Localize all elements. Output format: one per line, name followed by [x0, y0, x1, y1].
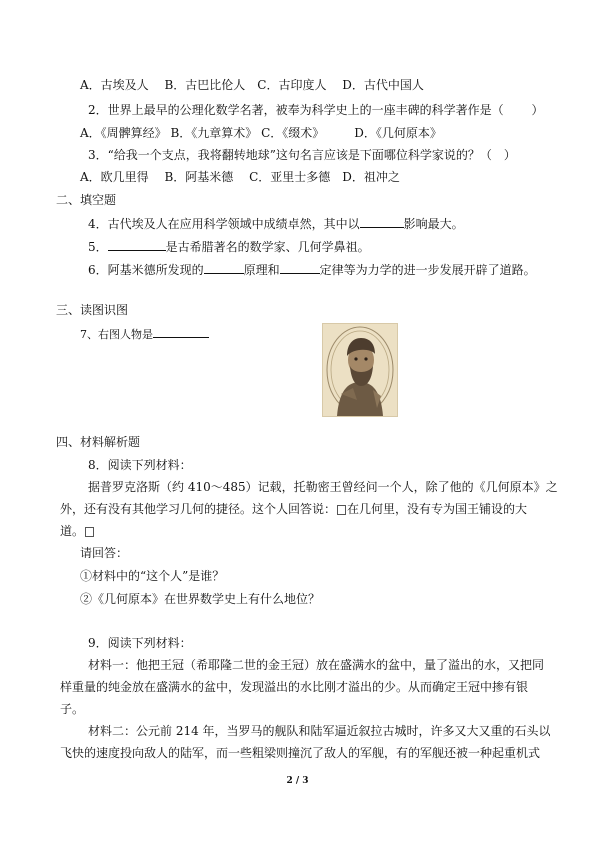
q8-material-line-3 [60, 523, 95, 539]
q2-stem: 2．世界上最早的公理化数学名著，被奉为科学史上的一座丰碑的科学著作是（ ） [88, 103, 544, 117]
q6-text-before: 6．阿基米德所发现的 [88, 263, 204, 277]
q4-text-after: 影响最大。 [403, 217, 464, 231]
missing-glyph-icon [85, 527, 94, 537]
q8-line2-before: 外，还有没有其他学习几何的捷径。这个人回答说： [60, 502, 337, 516]
q8-title: 8．阅读下列材料： [88, 458, 192, 472]
q9-title: 9．阅读下列材料： [88, 636, 192, 650]
q4-answer-blank[interactable] [360, 215, 404, 228]
q9-material1-line-3: 子。 [60, 702, 85, 716]
q5-text-after: 是古希腊著名的数学家、几何学鼻祖。 [165, 240, 370, 254]
q6-answer-blank-2[interactable] [280, 261, 320, 274]
q7 [80, 325, 209, 343]
q4-text-before: 4．古代埃及人在应用科学领域中成绩卓然，其中以 [88, 217, 360, 231]
q7-answer-blank[interactable] [153, 325, 209, 338]
q8-line2-after: 在几何里，没有专为国王铺设的大 [347, 502, 528, 516]
q6 [88, 261, 536, 278]
q8-ask: 请回答： [80, 546, 129, 560]
q9-material1-line-2: 样重量的纯金放在盛满水的盆中，发现溢出的水比刚才溢出的少。从而确定王冠中掺有银 [60, 680, 529, 694]
q8-sub-question-2: ②《几何原本》在世界数学史上有什么地位？ [80, 592, 321, 606]
q5-answer-blank[interactable] [108, 238, 166, 251]
q6-text-mid: 原理和 [243, 263, 280, 277]
section-fill-in-title: 二、填空题 [56, 193, 117, 207]
section-picture-title: 三、读图识图 [56, 303, 129, 317]
q6-text-after: 定律等为力学的进一步发展开辟了道路。 [319, 263, 536, 277]
q9-material2-line-1: 材料二：公元前 214 年，当罗马的舰队和陆军逼近叙拉古城时，许多又大又重的石头以 [88, 724, 551, 738]
missing-glyph-icon [337, 505, 346, 515]
q5-text-before: 5． [88, 240, 108, 254]
q7-text: 7、右图人物是 [80, 328, 153, 341]
q4 [88, 215, 464, 232]
portrait-figure-icon [323, 324, 397, 416]
q8-material-line-1: 据普罗克洛斯（约 410～485）记载，托勒密王曾经问一个人，除了他的《几何原本》之 [88, 480, 558, 494]
q2-options: A．《周髀算经》 B．《九章算术》 C．《缀术》 D．《几何原本》 [80, 126, 442, 140]
euclid-portrait-image [322, 323, 398, 417]
q1-options: A．古埃及人 B．古巴比伦人 C．古印度人 D．古代中国人 [80, 78, 424, 92]
q3-stem: 3．“给我一个支点，我将翻转地球”这句名言应该是下面哪位科学家说的？（ ） [88, 148, 516, 162]
q8-line3-text: 道。 [60, 524, 85, 538]
q6-answer-blank-1[interactable] [204, 261, 244, 274]
section-material-title: 四、材料解析题 [56, 435, 141, 449]
q9-material1-line-1: 材料一：他把王冠（希耶隆二世的金王冠）放在盛满水的盆中，量了溢出的水，又把同 [88, 658, 545, 672]
q9-material2-line-2: 飞快的速度投向敌人的陆军，而一些粗梁则撞沉了敌人的军舰，有的军舰还被一种起重机式 [60, 746, 541, 760]
q8-material-line-2 [60, 501, 527, 517]
q8-sub-question-1: ①材料中的“这个人”是谁？ [80, 569, 225, 583]
q3-options: A．欧几里得 B．阿基米德 C．亚里士多德 D．祖冲之 [80, 170, 400, 184]
page-number: 2 / 3 [286, 776, 309, 786]
q5 [88, 238, 370, 255]
